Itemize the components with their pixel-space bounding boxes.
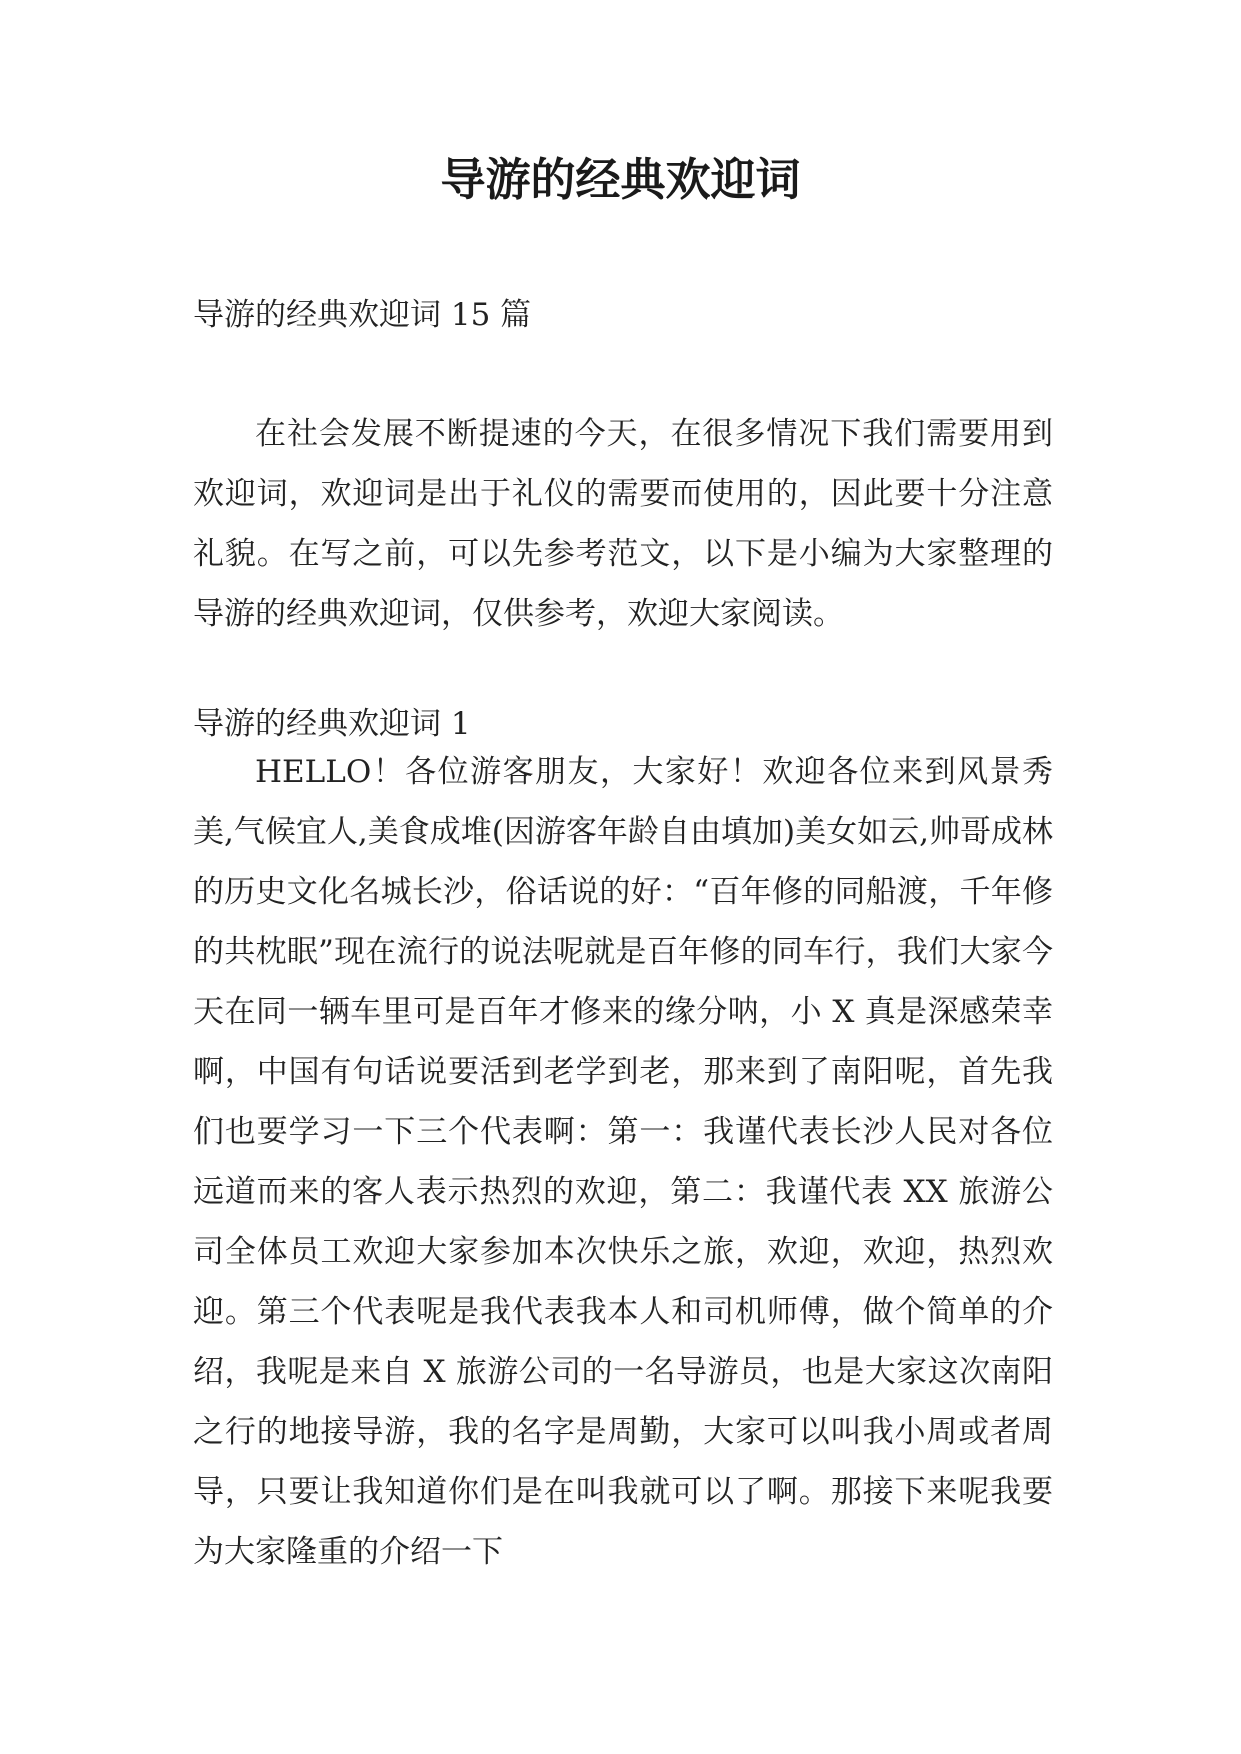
- section-body-1: HELLO！各位游客朋友，大家好！欢迎各位来到风景秀美,气候宜人,美食成堆(因游客年龄自由填加)美女如云,帅哥成林的历史文化名城长沙，俗话说的好：“百年修的同船渡，千年修的共枕眠”现在流行的说法呢就是百年修的同车行，我们大家今天在同一辆车里可是百年才修来的缘分呐，小 X 真是深感荣幸啊，中国有句话说要活到老学到老，那来到了南阳呢，首先我们也要学习一下三个代表啊：第一：我谨代表长沙人民对各位远道而来的客人表示热烈的欢迎，第二：我谨代表 XX 旅游公司全体员工欢迎大家参加本次快乐之旅，欢迎，欢迎，热烈欢迎。第三个代表呢是我代表我本人和司机师傅，做个简单的介绍，我呢是来自 X 旅游公司的一名导游员，也是大家这次南阳之行的地接导游，我的名字是周勤，大家可以叫我小周或者周导，只要让我知道你们是在叫我就可以了啊。那接下来呢我要为大家隆重的介绍一下: [193, 754, 1053, 1570]
- section-heading-1: 导游的经典欢迎词 1: [193, 706, 471, 742]
- document-title: 导游的经典欢迎词: [440, 153, 801, 206]
- intro-paragraph: 在社会发展不断提速的今天，在很多情况下我们需要用到欢迎词，欢迎词是出于礼仪的需要而使用的，因此要十分注意礼貌。在写之前，可以先参考范文，以下是小编为大家整理的导游的经典欢迎词，仅供参考，欢迎大家阅读。: [193, 416, 1053, 632]
- document-subtitle: 导游的经典欢迎词 15 篇: [193, 297, 532, 333]
